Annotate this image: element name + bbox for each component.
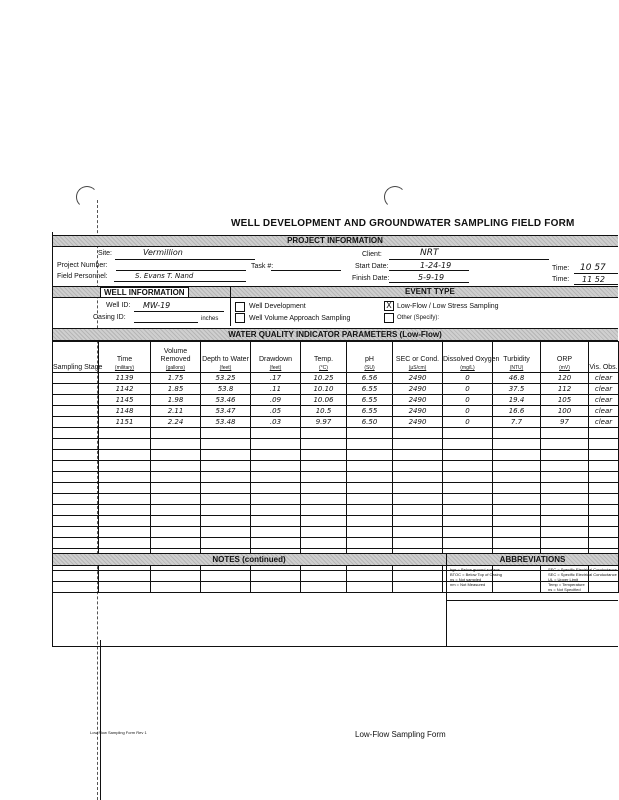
table-cell <box>443 505 493 516</box>
table-cell: 53.25 <box>201 373 251 384</box>
table-row <box>53 472 619 483</box>
table-cell <box>301 428 347 439</box>
table-cell <box>251 571 301 582</box>
table-cell: 2490 <box>393 406 443 417</box>
table-cell <box>589 483 619 494</box>
table-cell: 6.50 <box>347 417 393 428</box>
table-cell <box>589 439 619 450</box>
table-cell <box>393 527 443 538</box>
table-cell <box>541 461 589 472</box>
table-cell <box>99 571 151 582</box>
table-cell <box>393 571 443 582</box>
table-cell: 112 <box>541 384 589 395</box>
table-cell <box>151 472 201 483</box>
col-sec-cond: SEC or Cond. (µS/cm) <box>393 342 443 373</box>
table-cell <box>301 439 347 450</box>
table-cell <box>347 450 393 461</box>
table-cell <box>493 483 541 494</box>
table-cell <box>393 538 443 549</box>
table-cell: clear <box>589 373 619 384</box>
table-cell <box>201 439 251 450</box>
table-cell: 53.46 <box>201 395 251 406</box>
table-cell <box>347 483 393 494</box>
table-cell <box>251 461 301 472</box>
table-cell <box>53 428 99 439</box>
table-cell: 0 <box>443 395 493 406</box>
form-title: WELL DEVELOPMENT AND GROUNDWATER SAMPLING FIELD FORM <box>231 218 575 229</box>
client-value: NRT <box>420 248 439 258</box>
table-cell <box>443 450 493 461</box>
table-cell <box>99 538 151 549</box>
table-cell <box>201 527 251 538</box>
table-cell <box>251 494 301 505</box>
table-cell <box>53 395 99 406</box>
table-cell: clear <box>589 417 619 428</box>
well-id-line <box>134 311 224 312</box>
table-cell <box>201 483 251 494</box>
table-cell <box>301 516 347 527</box>
table-cell: 1.98 <box>151 395 201 406</box>
abbrev-bottom-rule <box>447 600 618 601</box>
table-cell <box>443 483 493 494</box>
table-header-row <box>53 342 619 373</box>
table-cell: 97 <box>541 417 589 428</box>
well-development-checkbox[interactable] <box>235 302 245 312</box>
well-id-value: MW-19 <box>143 301 171 310</box>
table-cell <box>393 428 443 439</box>
table-cell <box>493 516 541 527</box>
table-cell <box>541 439 589 450</box>
table-cell <box>347 439 393 450</box>
table-cell <box>251 450 301 461</box>
table-cell: clear <box>589 384 619 395</box>
table-cell <box>251 483 301 494</box>
table-cell <box>393 505 443 516</box>
table-cell: clear <box>589 395 619 406</box>
table-cell <box>53 439 99 450</box>
table-cell <box>53 406 99 417</box>
table-cell <box>53 505 99 516</box>
table-cell <box>493 461 541 472</box>
table-cell <box>493 450 541 461</box>
table-cell <box>201 472 251 483</box>
table-cell <box>493 472 541 483</box>
table-cell: 6.56 <box>347 373 393 384</box>
table-cell <box>53 494 99 505</box>
table-cell <box>347 505 393 516</box>
table-cell <box>251 439 301 450</box>
well-event-divider <box>230 286 231 326</box>
table-cell <box>347 472 393 483</box>
table-cell <box>53 472 99 483</box>
table-row <box>53 373 619 384</box>
client-label: Client: <box>362 251 382 258</box>
table-cell <box>443 516 493 527</box>
table-cell: 105 <box>541 395 589 406</box>
well-volume-checkbox[interactable] <box>235 313 245 323</box>
table-cell <box>301 538 347 549</box>
task-line <box>271 270 341 271</box>
client-line <box>389 259 549 260</box>
table-cell <box>151 450 201 461</box>
table-cell <box>541 428 589 439</box>
table-cell: 100 <box>541 406 589 417</box>
event-other-label: Other (Specify): <box>397 315 440 321</box>
table-cell: clear <box>589 406 619 417</box>
table-cell <box>151 571 201 582</box>
table-cell <box>347 582 393 593</box>
table-cell <box>53 461 99 472</box>
table-cell: 10.06 <box>301 395 347 406</box>
table-cell: 6.55 <box>347 406 393 417</box>
table-cell: 1151 <box>99 417 151 428</box>
finish-time-value: 11 52 <box>582 275 605 284</box>
table-cell <box>53 450 99 461</box>
casing-id-line <box>134 322 198 323</box>
table-cell <box>151 439 201 450</box>
col-depth-to-water: Depth to Water (feet) <box>201 342 251 373</box>
start-date-value: 1-24-19 <box>420 261 452 270</box>
col-volume-removed: Volume Removed (gallons) <box>151 342 201 373</box>
table-cell <box>301 461 347 472</box>
margin-line-2 <box>100 640 101 800</box>
table-cell <box>541 527 589 538</box>
table-cell <box>99 516 151 527</box>
table-cell <box>393 439 443 450</box>
table-cell <box>589 538 619 549</box>
project-number-label: Project Number: <box>57 262 108 269</box>
table-cell <box>151 483 201 494</box>
table-cell: 2.24 <box>151 417 201 428</box>
form-left-border <box>52 232 53 646</box>
table-row <box>53 395 619 406</box>
table-cell <box>251 527 301 538</box>
col-dissolved-oxygen: Dissolved Oxygen (mg/L) <box>443 342 493 373</box>
table-cell <box>251 516 301 527</box>
table-cell <box>443 428 493 439</box>
table-cell <box>347 428 393 439</box>
abbrev-left-list: bgs = Below ground surface BTOC = Below Top of Casing ns = Not sampled nm = Not Measured <box>450 567 502 587</box>
table-cell <box>493 428 541 439</box>
table-cell: 16.6 <box>493 406 541 417</box>
table-cell <box>347 538 393 549</box>
table-cell: 0 <box>443 373 493 384</box>
table-cell: 2490 <box>393 373 443 384</box>
start-date-label: Start Date: <box>355 263 389 270</box>
table-cell <box>201 505 251 516</box>
table-cell: 19.4 <box>493 395 541 406</box>
table-row <box>53 428 619 439</box>
table-cell <box>393 461 443 472</box>
table-cell <box>443 527 493 538</box>
table-cell <box>493 494 541 505</box>
binder-hole-center <box>384 186 406 208</box>
table-cell: 1.85 <box>151 384 201 395</box>
table-cell <box>53 417 99 428</box>
table-cell <box>53 373 99 384</box>
notes-bottom-border <box>52 646 618 647</box>
table-cell <box>251 428 301 439</box>
table-cell <box>301 494 347 505</box>
table-cell <box>99 439 151 450</box>
site-line <box>115 259 255 260</box>
table-cell: .11 <box>251 384 301 395</box>
table-cell <box>393 450 443 461</box>
table-cell: 1148 <box>99 406 151 417</box>
table-cell: 6.55 <box>347 395 393 406</box>
table-cell <box>347 527 393 538</box>
binder-hole-left <box>76 186 98 208</box>
table-cell <box>393 472 443 483</box>
table-cell <box>347 494 393 505</box>
table-cell <box>301 571 347 582</box>
table-cell <box>99 428 151 439</box>
table-cell <box>443 472 493 483</box>
table-cell <box>53 527 99 538</box>
table-cell: .09 <box>251 395 301 406</box>
field-personnel-label: Field Personnel: <box>57 273 108 280</box>
casing-id-label: Casing ID: <box>93 314 126 321</box>
table-cell <box>151 461 201 472</box>
table-cell <box>151 428 201 439</box>
field-personnel-line <box>114 281 246 282</box>
table-cell <box>99 472 151 483</box>
table-cell: 46.8 <box>493 373 541 384</box>
table-cell <box>393 516 443 527</box>
table-cell: 0 <box>443 384 493 395</box>
table-cell <box>541 505 589 516</box>
table-cell <box>347 571 393 582</box>
col-drawdown: Drawdown (feet) <box>251 342 301 373</box>
table-cell: 53.48 <box>201 417 251 428</box>
other-checkbox[interactable] <box>384 313 394 323</box>
table-cell <box>589 494 619 505</box>
table-cell: .17 <box>251 373 301 384</box>
table-row <box>53 417 619 428</box>
site-value: Vermillion <box>143 248 183 257</box>
table-cell <box>589 527 619 538</box>
table-cell <box>53 516 99 527</box>
table-cell <box>99 527 151 538</box>
table-cell <box>493 538 541 549</box>
table-cell <box>53 384 99 395</box>
table-cell <box>251 538 301 549</box>
table-cell <box>589 505 619 516</box>
table-cell <box>393 494 443 505</box>
finish-time-label: Time: <box>552 276 570 283</box>
table-cell <box>201 494 251 505</box>
footer-left-note: Low Flow Sampling Form Rev 1 <box>90 730 147 735</box>
table-cell <box>201 428 251 439</box>
table-cell <box>201 538 251 549</box>
table-cell: 2490 <box>393 417 443 428</box>
col-sampling-stage: Sampling Stage <box>53 342 99 373</box>
table-cell <box>151 516 201 527</box>
table-cell <box>301 483 347 494</box>
table-cell: 2490 <box>393 395 443 406</box>
time-line <box>574 273 618 274</box>
casing-unit: inches <box>201 316 219 322</box>
table-cell <box>589 516 619 527</box>
table-cell <box>493 527 541 538</box>
table-cell <box>99 483 151 494</box>
table-cell: 37.5 <box>493 384 541 395</box>
table-row <box>53 505 619 516</box>
table-row <box>53 450 619 461</box>
table-cell <box>251 582 301 593</box>
table-cell: 0 <box>443 406 493 417</box>
event-well-development-label: Well Development <box>249 303 306 310</box>
table-cell <box>589 428 619 439</box>
table-row <box>53 461 619 472</box>
col-vis-obs: Vis. Obs. <box>589 342 619 373</box>
table-row <box>53 439 619 450</box>
table-cell <box>541 483 589 494</box>
well-info-title: WELL INFORMATION <box>100 287 189 298</box>
table-cell <box>541 516 589 527</box>
event-low-flow-label: Low-Flow / Low Stress Sampling <box>397 303 499 310</box>
table-cell <box>393 483 443 494</box>
table-cell <box>99 582 151 593</box>
site-label: Site: <box>98 250 113 257</box>
table-cell <box>151 527 201 538</box>
table-cell <box>589 472 619 483</box>
table-cell <box>301 527 347 538</box>
start-date-line <box>389 270 469 271</box>
table-cell <box>201 571 251 582</box>
table-cell: 9.97 <box>301 417 347 428</box>
table-cell: 7.7 <box>493 417 541 428</box>
table-cell <box>151 582 201 593</box>
table-row <box>53 571 619 582</box>
table-cell <box>251 472 301 483</box>
table-cell: 120 <box>541 373 589 384</box>
table-cell <box>301 472 347 483</box>
table-cell: 2.11 <box>151 406 201 417</box>
well-id-label: Well ID: <box>106 302 131 309</box>
table-cell <box>53 538 99 549</box>
col-time: Time (military) <box>99 342 151 373</box>
table-cell <box>443 461 493 472</box>
table-cell <box>347 461 393 472</box>
table-cell <box>201 461 251 472</box>
table-cell: 1142 <box>99 384 151 395</box>
table-cell <box>251 505 301 516</box>
col-ph: pH (SU) <box>347 342 393 373</box>
task-label: Task #: <box>251 263 274 270</box>
table-cell <box>151 538 201 549</box>
footer-center: Low-Flow Sampling Form <box>355 730 446 739</box>
table-cell <box>53 483 99 494</box>
table-row <box>53 527 619 538</box>
table-cell <box>201 450 251 461</box>
table-cell <box>541 494 589 505</box>
table-cell <box>201 516 251 527</box>
finish-date-label: Finish Date: <box>352 275 390 282</box>
table-cell <box>493 505 541 516</box>
low-flow-checkbox[interactable]: X <box>384 301 394 311</box>
table-cell: 0 <box>443 417 493 428</box>
table-cell <box>589 450 619 461</box>
table-cell: 6.55 <box>347 384 393 395</box>
table-cell <box>201 582 251 593</box>
table-cell <box>151 505 201 516</box>
table-cell <box>589 461 619 472</box>
table-row <box>53 384 619 395</box>
table-cell <box>99 494 151 505</box>
finish-date-line <box>389 282 469 283</box>
field-personnel-value: S. Evans T. Nand <box>135 272 194 280</box>
table-cell: .03 <box>251 417 301 428</box>
table-cell <box>443 494 493 505</box>
time-value: 10 57 <box>580 263 606 273</box>
water-quality-header: WATER QUALITY INDICATOR PARAMETERS (Low-Flow) <box>52 328 618 341</box>
col-turbidity: Turbidity (NTU) <box>493 342 541 373</box>
finish-date-value: 5-9-19 <box>418 273 445 282</box>
col-orp: ORP (mV) <box>541 342 589 373</box>
table-cell <box>541 538 589 549</box>
table-cell: 1.75 <box>151 373 201 384</box>
table-cell <box>541 472 589 483</box>
table-row <box>53 582 619 593</box>
abbrev-right-list: SEC = Specific Electrical Conductance SEC = Specific Electrical Conductance UL = Upper Limit Temp = Temperature ns = Not Specified <box>548 567 617 592</box>
table-cell <box>99 450 151 461</box>
abbrev-header: ABBREVIATIONS <box>447 554 618 566</box>
table-cell: 10.5 <box>301 406 347 417</box>
table-cell <box>99 461 151 472</box>
table-cell <box>301 450 347 461</box>
table-cell <box>53 571 99 582</box>
table-cell: .05 <box>251 406 301 417</box>
table-cell: 1145 <box>99 395 151 406</box>
table-row <box>53 538 619 549</box>
table-cell <box>301 505 347 516</box>
table-row <box>53 516 619 527</box>
table-cell <box>393 582 443 593</box>
table-cell: 53.8 <box>201 384 251 395</box>
notes-header: NOTES (continued) <box>52 554 446 566</box>
table-cell <box>151 494 201 505</box>
table-cell <box>541 450 589 461</box>
finish-time-line <box>574 284 618 285</box>
table-cell <box>347 516 393 527</box>
project-number-line <box>116 270 246 271</box>
table-cell: 10.10 <box>301 384 347 395</box>
table-row <box>53 483 619 494</box>
table-cell: 1139 <box>99 373 151 384</box>
table-cell <box>493 439 541 450</box>
table-cell <box>301 582 347 593</box>
table-cell <box>53 582 99 593</box>
table-cell: 10.25 <box>301 373 347 384</box>
table-cell: 53.47 <box>201 406 251 417</box>
table-cell <box>99 505 151 516</box>
event-type-title: EVENT TYPE <box>405 287 455 296</box>
project-info-header: PROJECT INFORMATION <box>52 235 618 247</box>
table-row <box>53 406 619 417</box>
table-cell <box>443 439 493 450</box>
table-cell <box>443 538 493 549</box>
event-well-volume-label: Well Volume Approach Sampling <box>249 315 351 322</box>
table-row <box>53 494 619 505</box>
table-cell: 2490 <box>393 384 443 395</box>
time-label: Time: <box>552 265 570 272</box>
col-temp: Temp. (°C) <box>301 342 347 373</box>
